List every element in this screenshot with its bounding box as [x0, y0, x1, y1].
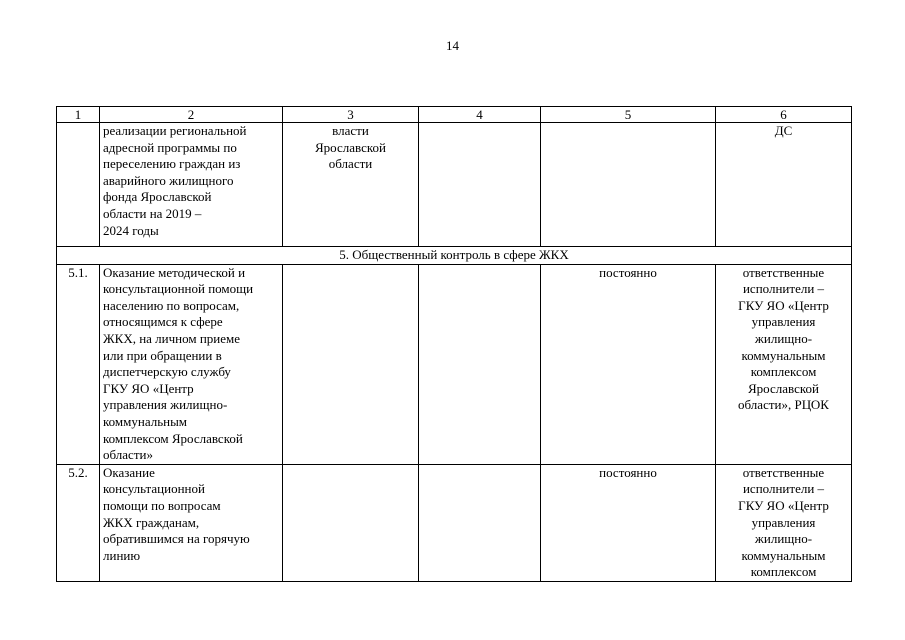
page-number: 14: [446, 38, 459, 53]
table-row: [57, 464, 852, 581]
row-executors: ответственные исполнители – ГКУ ЯО «Центр управления жилищно- коммунальным комплексом: [716, 464, 852, 581]
row-number: 5.2.: [57, 464, 100, 581]
row-col3: [283, 464, 419, 581]
section-title: 5. Общественный контроль в сфере ЖКХ: [57, 247, 852, 265]
header-cell-1: 1: [57, 107, 100, 123]
row-executors: ответственные исполнители – ГКУ ЯО «Центр управления жилищно- коммунальным комплексом Ярославской области», РЦОК: [716, 264, 852, 464]
row-executors: ДС: [716, 123, 852, 247]
header-cell-2: 2: [100, 107, 283, 123]
row-description: Оказание консультационной помощи по вопросам ЖКХ гражданам, обратившимся на горячую линию: [100, 464, 283, 581]
section-row: [57, 247, 852, 265]
table-row-continued: [57, 123, 852, 247]
row-description: реализации региональной адресной программы по переселению граждан из аварийного жилищного фонда Ярославской области на 2019 – 2024 годы: [100, 123, 283, 247]
row-col3: власти Ярославской области: [283, 123, 419, 247]
row-col4: [419, 123, 541, 247]
row-term: постоянно: [541, 264, 716, 464]
row-number: 5.1.: [57, 264, 100, 464]
table-header-row: [57, 107, 852, 123]
row-col5: [541, 123, 716, 247]
row-number: [57, 123, 100, 247]
table-row: [57, 264, 852, 464]
row-description: Оказание методической и консультационной помощи населению по вопросам, относящимся к сфере ЖКХ, на личном приеме или при обращении в диспетчерскую службу ГКУ ЯО «Центр управления жилищно- коммунальным комплексом Ярославской области»: [100, 264, 283, 464]
plan-table: [56, 106, 852, 582]
header-cell-4: 4: [419, 107, 541, 123]
header-cell-5: 5: [541, 107, 716, 123]
row-col4: [419, 464, 541, 581]
row-term: постоянно: [541, 464, 716, 581]
header-cell-6: 6: [716, 107, 852, 123]
row-col3: [283, 264, 419, 464]
header-cell-3: 3: [283, 107, 419, 123]
row-col4: [419, 264, 541, 464]
